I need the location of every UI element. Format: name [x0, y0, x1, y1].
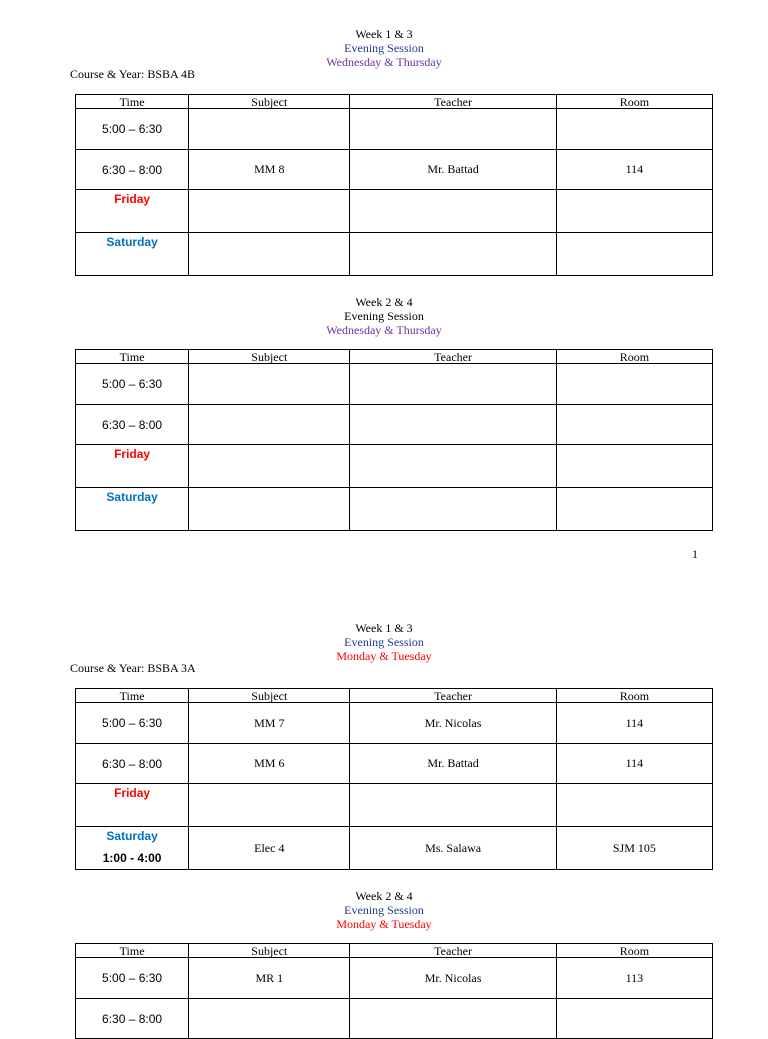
day-cell: [76, 488, 189, 531]
time-cell: 6:30 – 8:00: [76, 744, 189, 784]
teacher-cell: [350, 784, 556, 827]
header-subject: Subject: [189, 95, 350, 109]
room-cell: [556, 109, 712, 150]
header-time: Time: [76, 689, 189, 703]
table-row: [76, 744, 713, 784]
header-subject: Subject: [189, 689, 350, 703]
table-row: [76, 488, 713, 531]
time-cell: 5:00 – 6:30: [76, 109, 189, 150]
teacher-cell: [350, 233, 556, 276]
teacher-cell: [350, 190, 556, 233]
header-time: Time: [76, 350, 189, 364]
subject-cell: [189, 109, 350, 150]
room-cell: [556, 190, 712, 233]
subject-cell: [189, 190, 350, 233]
teacher-cell: [350, 999, 556, 1039]
table-row: [76, 958, 713, 999]
header-time: Time: [76, 95, 189, 109]
header-time: Time: [76, 944, 189, 958]
room-cell: [556, 405, 712, 445]
subject-cell: MR 1: [189, 958, 350, 999]
schedule-table: [75, 943, 713, 1039]
room-cell: [556, 999, 712, 1039]
table-row: [76, 703, 713, 744]
page-number: 1: [692, 547, 698, 561]
time-cell: 5:00 – 6:30: [76, 364, 189, 405]
table-row: [76, 827, 713, 870]
header-room: Room: [556, 689, 712, 703]
saturday-label: Saturday: [106, 235, 158, 249]
table-row: [76, 233, 713, 276]
saturday-label: Saturday: [106, 829, 158, 843]
week-label: Week 2 & 4: [355, 295, 413, 309]
schedule-table: [75, 94, 713, 276]
teacher-cell: Mr. Nicolas: [350, 703, 556, 744]
subject-cell: [189, 405, 350, 445]
time-cell: 5:00 – 6:30: [76, 703, 189, 744]
table-row: [76, 999, 713, 1039]
room-cell: 114: [556, 744, 712, 784]
teacher-cell: Mr. Nicolas: [350, 958, 556, 999]
session-label: Evening Session: [344, 635, 424, 649]
saturday-label: Saturday: [106, 490, 158, 504]
subject-cell: [189, 784, 350, 827]
days-label: Monday & Tuesday: [336, 649, 432, 663]
table-row: [76, 405, 713, 445]
course-year: Course & Year: BSBA 3A: [70, 661, 196, 675]
teacher-cell: [350, 405, 556, 445]
teacher-cell: [350, 488, 556, 531]
day-cell: [76, 784, 189, 827]
day-cell: [76, 827, 189, 870]
time-cell: 5:00 – 6:30: [76, 958, 189, 999]
schedule-table: [75, 688, 713, 870]
subject-cell: [189, 999, 350, 1039]
table-row: [76, 109, 713, 150]
session-label: Evening Session: [344, 41, 424, 55]
header-teacher: Teacher: [350, 944, 556, 958]
subject-cell: Elec 4: [189, 827, 350, 870]
header-subject: Subject: [189, 350, 350, 364]
room-cell: 113: [556, 958, 712, 999]
teacher-cell: Mr. Battad: [350, 150, 556, 190]
days-label: Wednesday & Thursday: [326, 55, 442, 69]
day-cell: [76, 233, 189, 276]
header-row: [76, 689, 713, 703]
room-cell: [556, 488, 712, 531]
header-teacher: Teacher: [350, 95, 556, 109]
header-subject: Subject: [189, 944, 350, 958]
subject-cell: [189, 364, 350, 405]
day-cell: [76, 445, 189, 488]
time-cell: 6:30 – 8:00: [76, 999, 189, 1039]
time-cell: 6:30 – 8:00: [76, 405, 189, 445]
subject-cell: [189, 233, 350, 276]
header-row: [76, 95, 713, 109]
week-label: Week 2 & 4: [355, 889, 413, 903]
subject-cell: [189, 445, 350, 488]
teacher-cell: Mr. Battad: [350, 744, 556, 784]
teacher-cell: Ms. Salawa: [350, 827, 556, 870]
room-cell: [556, 445, 712, 488]
days-label: Wednesday & Thursday: [326, 323, 442, 337]
room-cell: 114: [556, 703, 712, 744]
header-teacher: Teacher: [350, 689, 556, 703]
day-cell: [76, 190, 189, 233]
subject-cell: [189, 488, 350, 531]
friday-label: Friday: [114, 447, 151, 461]
header-teacher: Teacher: [350, 350, 556, 364]
section-header: [0, 889, 768, 931]
subject-cell: MM 6: [189, 744, 350, 784]
week-label: Week 1 & 3: [355, 27, 413, 41]
teacher-cell: [350, 364, 556, 405]
room-cell: 114: [556, 150, 712, 190]
header-row: [76, 350, 713, 364]
table-row: [76, 150, 713, 190]
room-cell: [556, 364, 712, 405]
header-row: [76, 944, 713, 958]
friday-label: Friday: [114, 192, 151, 206]
subject-cell: MM 8: [189, 150, 350, 190]
subject-cell: MM 7: [189, 703, 350, 744]
course-year: Course & Year: BSBA 4B: [70, 67, 196, 81]
saturday-time: 1:00 - 4:00: [102, 851, 162, 865]
session-label: Evening Session: [344, 309, 424, 323]
table-row: [76, 445, 713, 488]
room-cell: SJM 105: [556, 827, 712, 870]
section-header: [0, 621, 768, 663]
days-label: Monday & Tuesday: [336, 917, 432, 931]
section-header: [0, 27, 768, 69]
header-room: Room: [556, 944, 712, 958]
header-room: Room: [556, 95, 712, 109]
table-row: [76, 784, 713, 827]
schedule-table: [75, 349, 713, 531]
teacher-cell: [350, 109, 556, 150]
table-row: [76, 364, 713, 405]
time-cell: 6:30 – 8:00: [76, 150, 189, 190]
section-header: [0, 295, 768, 337]
header-room: Room: [556, 350, 712, 364]
week-label: Week 1 & 3: [355, 621, 413, 635]
room-cell: [556, 784, 712, 827]
friday-label: Friday: [114, 786, 151, 800]
table-row: [76, 190, 713, 233]
teacher-cell: [350, 445, 556, 488]
session-label: Evening Session: [344, 903, 424, 917]
room-cell: [556, 233, 712, 276]
